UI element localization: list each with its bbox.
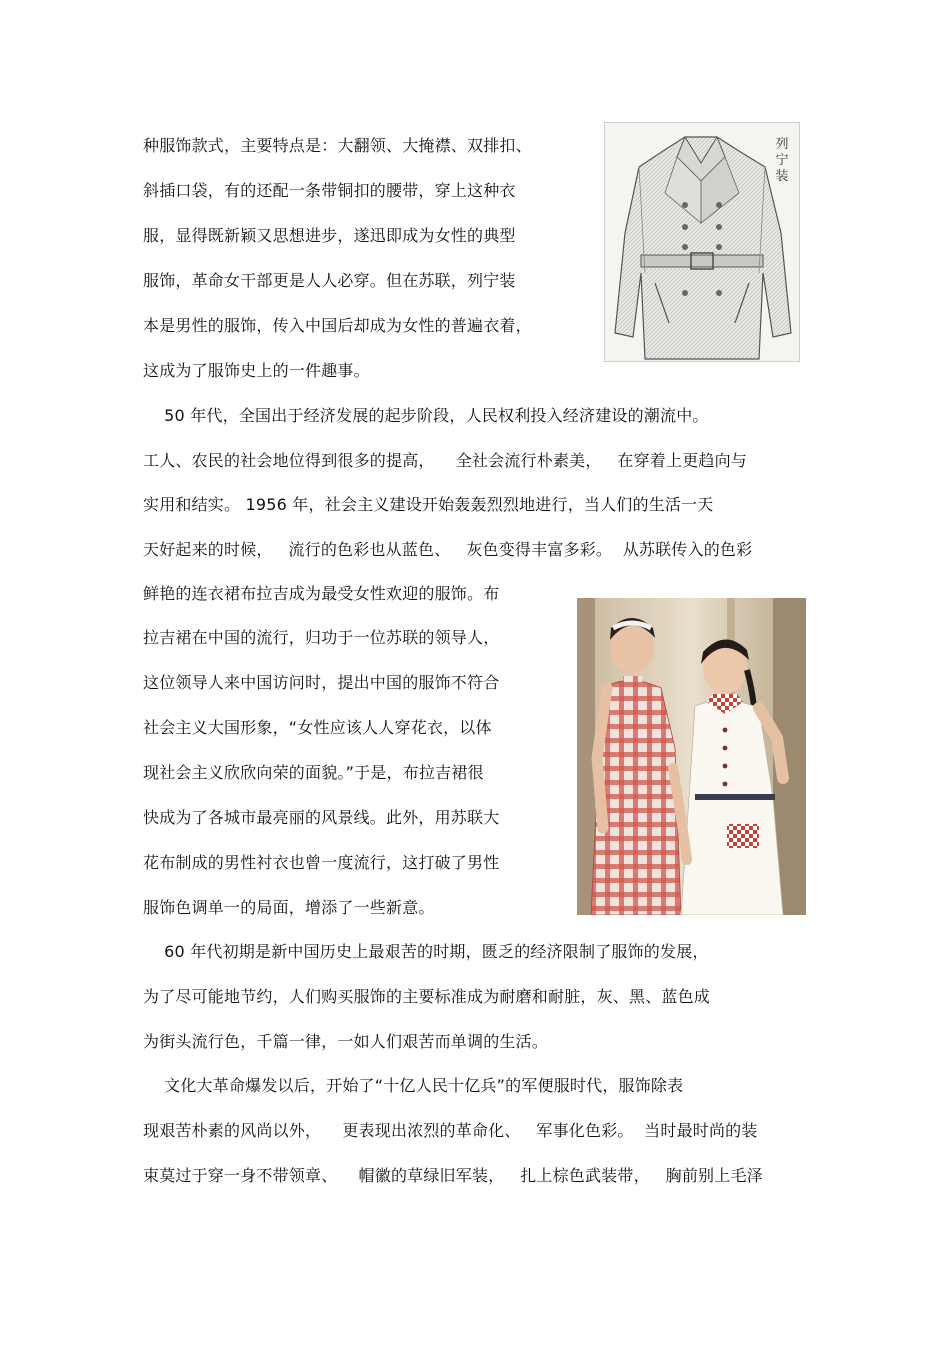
- text-line: 鲜艳的连衣裙布拉吉成为最受女性欢迎的服饰。布: [143, 584, 500, 603]
- text-line: 服饰色调单一的局面，增添了一些新意。: [143, 898, 435, 917]
- text-line: 为街头流行色，千篇一律，一如人们艰苦而单调的生活。: [143, 1032, 549, 1051]
- text-line: 这成为了服饰史上的一件趣事。: [143, 361, 370, 380]
- text-line: 束莫过于穿一身不带领章、 帽徽的草绿旧军装， 扎上棕色武装带， 胸前别上毛泽: [143, 1166, 763, 1185]
- text-line: 服饰，革命女干部更是人人必穿。但在苏联，列宁装: [143, 271, 516, 290]
- text-line: 60 年代初期是新中国历史上最艰苦的时期，匮乏的经济限制了服饰的发展，: [143, 942, 709, 961]
- text-line: 社会主义大国形象，“女性应该人人穿花衣，以体: [143, 718, 492, 737]
- text-line: 天好起来的时候， 流行的色彩也从蓝色、 灰色变得丰富多彩。 从苏联传入的色彩: [143, 540, 753, 559]
- bulaji-dress-photo: [577, 598, 806, 915]
- text-line: 服，显得既新颖又思想进步，遂迅即成为女性的典型: [143, 226, 516, 245]
- photo-illustration: [577, 598, 806, 915]
- figure-label: 列宁装: [775, 137, 789, 184]
- text-line: 50 年代，全国出于经济发展的起步阶段，人民权利投入经济建设的潮流中。: [143, 406, 709, 425]
- text-line: 斜插口袋，有的还配一条带铜扣的腰带，穿上这种衣: [143, 181, 516, 200]
- text-line: 工人、农民的社会地位得到很多的提高， 全社会流行朴素美， 在穿着上更趋向与: [143, 451, 748, 470]
- text-line: 花布制成的男性衬衣也曾一度流行，这打破了男性: [143, 853, 500, 872]
- lenin-jacket-image: [604, 122, 800, 362]
- text-line: 为了尽可能地节约，人们购买服饰的主要标准成为耐磨和耐脏，灰、黑、蓝色成: [143, 987, 711, 1006]
- jacket-illustration: [605, 123, 799, 361]
- text-line: 拉吉裙在中国的流行，归功于一位苏联的领导人，: [143, 628, 500, 647]
- text-line: 现艰苦朴素的风尚以外， 更表现出浓烈的革命化、 军事化色彩。 当时最时尚的装: [143, 1121, 758, 1140]
- text-line: 本是男性的服饰，传入中国后却成为女性的普遍衣着，: [143, 316, 532, 335]
- text-line: 实用和结实。 1956 年，社会主义建设开始轰轰烈烈地进行，当人们的生活一天: [143, 495, 714, 514]
- text-line: 种服饰款式，主要特点是：大翻领、大掩襟、双排扣、: [143, 136, 532, 155]
- text-line: 这位领导人来中国访问时，提出中国的服饰不符合: [143, 673, 500, 692]
- text-line: 快成为了各城市最亮丽的风景线。此外，用苏联大: [143, 808, 500, 827]
- text-line: 现社会主义欣欣向荣的面貌。”于是，布拉吉裙很: [143, 763, 484, 782]
- text-line: 文化大革命爆发以后，开始了“十亿人民十亿兵”的军便服时代，服饰除表: [143, 1076, 684, 1095]
